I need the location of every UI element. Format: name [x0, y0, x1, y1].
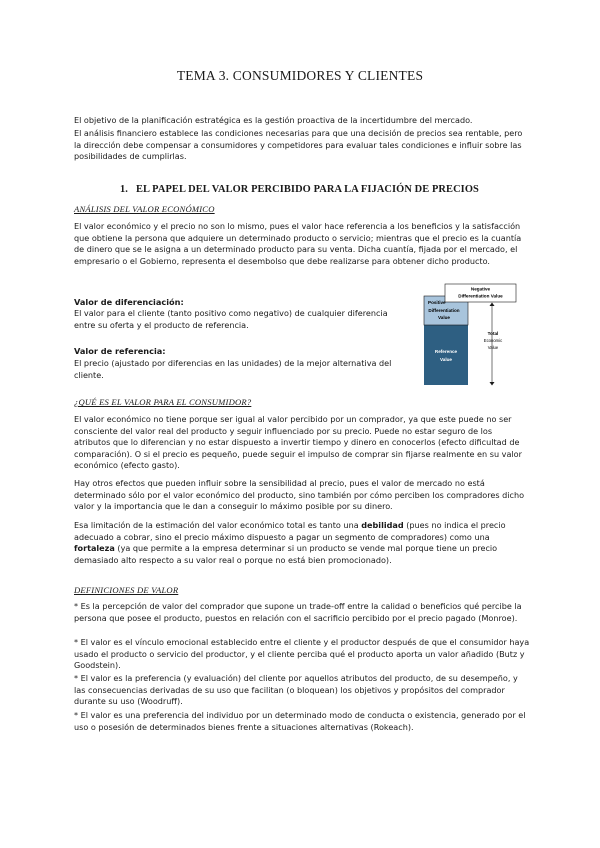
p4-fortaleza: fortaleza	[74, 543, 115, 554]
consumer-value-paragraph-1: El valor económico no tiene porque ser igual al valor percibido por un comprador, ya que este puede no ser consciente del valor real del producto y seguir influenciado por su precio. Puede no estar seguro de los atributos que lo diferencian y no estar dispuesto a invertir tiempo y dinero en conocerlos (efecto dificultad de comparación). O si el precio es pequeño, puede seguir el impulso de comprar sin fijarse realmente en su valor económico (efecto gasto).	[74, 414, 522, 471]
total-label-line2: Economic	[483, 338, 503, 343]
consumer-value-paragraph-3	[74, 520, 530, 566]
positive-label-line3: Value	[437, 315, 451, 320]
intro-paragraph-1: El objetivo de la planificación estratégica es la gestión proactiva de la incertidumbre del mercado.	[74, 115, 473, 125]
label-reference-value: Valor de referencia:	[74, 346, 166, 356]
negative-label-line1: Negative	[470, 286, 491, 292]
negative-label-line2: Differentiation Value	[458, 293, 503, 299]
subheading-consumer-value: ¿QUÉ ES EL VALOR PARA EL CONSUMIDOR?	[74, 397, 252, 407]
section-title: EL PAPEL DEL VALOR PERCIBIDO PARA LA FIJACIÓN DE PRECIOS	[136, 184, 479, 195]
p4-debilidad: debilidad	[361, 520, 404, 530]
intro-paragraph-2: El análisis financiero establece las condiciones necesarias para que una decisión de precios sea rentable, pero la dirección debe compensar a consumidores y competidores para evaluar tales condiciones e influir sobre las posibilidades de cumplirlas.	[74, 128, 523, 162]
economic-value-diagram	[416, 283, 526, 387]
total-label-line1: Total	[487, 331, 499, 336]
consumer-value-paragraph-2: Hay otros efectos que pueden influir sobre la sensibilidad al precio, pues el valor de mercado no está determinado sólo por el valor económico del producto, sino también por cómo perciben los compradores dicho valor y la importancia que le dan a conseguir lo máximo posible por su dinero.	[74, 478, 525, 512]
text-reference-value: El precio (ajustado por diferencias en las unidades) de la mejor alternativa del cliente.	[74, 358, 392, 380]
definition-2: * El valor es el vínculo emocional establecido entre el cliente y el productor después de que el consumidor haya usado el producto o servicio del productor, y el cliente perciba qué el producto aporta un valor añadido (Butz y Goodstein).	[74, 637, 530, 671]
arrow-head-bottom	[490, 382, 495, 386]
reference-value-bar	[424, 325, 468, 385]
page-title: TEMA 3. CONSUMIDORES Y CLIENTES	[176, 68, 424, 83]
label-differentiation-value: Valor de diferenciación:	[74, 297, 184, 307]
subheading-economic-value: ANÁLISIS DEL VALOR ECONÓMICO	[74, 204, 215, 214]
p4-text-e: (ya que permite a la empresa determinar si un producto se vende mal porque tiene un precio demasiado alto respecto a su valor real o porque no está bien promocionado).	[74, 543, 498, 565]
p4-text-a: Esa limitación de la estimación del valor económico total es tanto una	[74, 520, 362, 530]
subheading-value-definitions: DEFINICIONES DE VALOR	[74, 585, 179, 595]
section-number: 1.	[120, 184, 128, 195]
positive-label-line2: Differentiation	[428, 308, 460, 313]
text-differentiation-value: El valor para el cliente (tanto positivo como negativo) de cualquier diferencia entre su oferta y el producto de referencia.	[74, 308, 388, 330]
positive-label-line1: Positive	[428, 300, 446, 305]
section-heading	[120, 184, 479, 195]
reference-label-line2: Value	[439, 357, 453, 362]
reference-label-line1: Reference	[434, 349, 458, 354]
definition-3: * El valor es la preferencia (y evaluación) del cliente por aquellos atributos del producto, de su desempeño, y las consecuencias derivadas de su uso que facilitan (o bloquean) los objetivos y propósitos del comprador durante su uso (Woodruff).	[74, 673, 518, 707]
definition-1: * Es la percepción de valor del comprador que supone un trade-off entre la calidad o beneficios qué percibe la persona que posee el producto, puestos en relación con el sacrificio percibido por el precio pagado (Monroe).	[74, 601, 522, 623]
total-label-line3: Value	[487, 345, 499, 350]
p4-text-c: (pues no indica el precio adecuado a cobrar, sino el precio máximo dispuesto a pagar un segmento de compradores) como una	[74, 520, 506, 542]
definition-4: * El valor es una preferencia del individuo por un determinado modo de conducta o existencia, generado por el uso o posesión de determinados bienes frente a situaciones alternativas (Rokeach).	[74, 710, 526, 732]
arrow-head-top	[490, 303, 495, 307]
economic-value-paragraph: El valor económico y el precio no son lo mismo, pues el valor hace referencia a los beneficios y la satisfacción que obtiene la persona que adquiere un determinado producto o servicio; mientras que el precio es la cuantía de dinero que se le asigna a un determinado producto para su venta. Dicha cuantía, fijada por el mercado, el empresario o el Gobierno, representa el desembolso que debe realizarse para obtener dicho producto.	[74, 221, 522, 266]
